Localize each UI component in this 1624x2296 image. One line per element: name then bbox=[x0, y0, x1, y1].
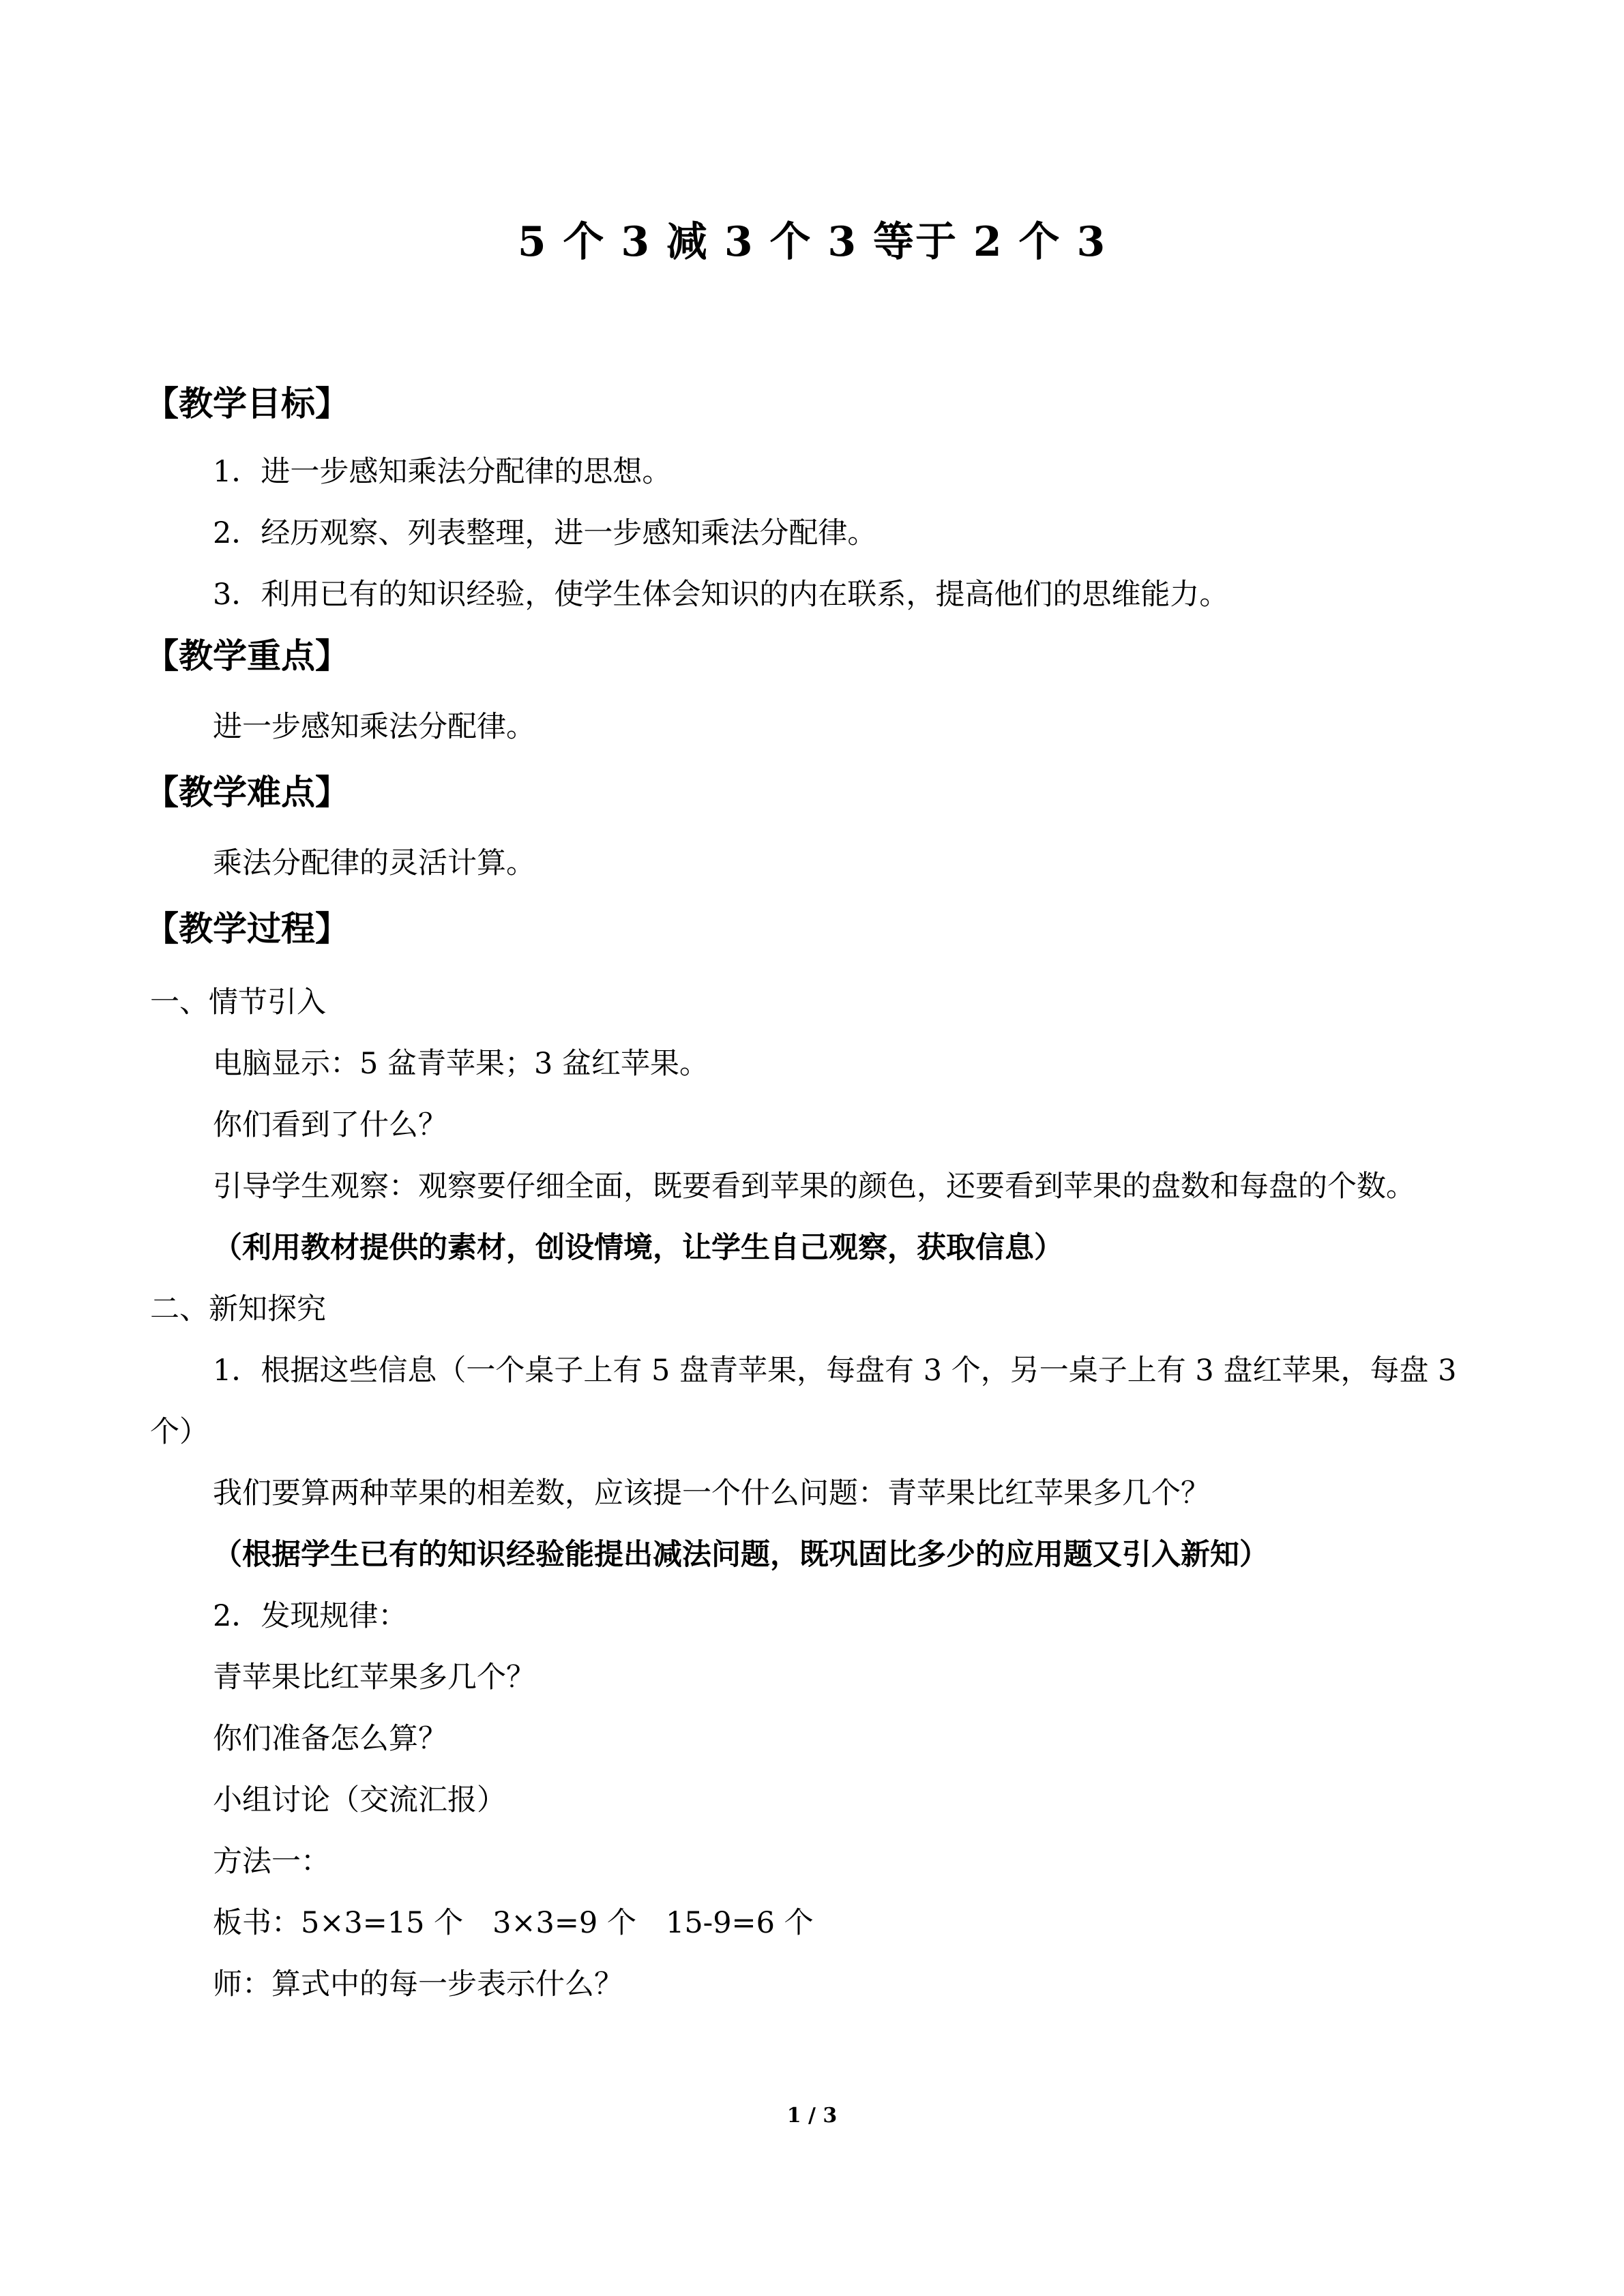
process-line: 师：算式中的每一步表示什么？ bbox=[213, 1967, 623, 2001]
page-number: 1 / 3 bbox=[786, 2104, 838, 2128]
process-line: 你们看到了什么？ bbox=[213, 1108, 447, 1142]
process-line: 2．发现规律： bbox=[213, 1599, 408, 1633]
process-line: 小组讨论（交流汇报） bbox=[213, 1783, 506, 1817]
difficulties-text: 乘法分配律的灵活计算。 bbox=[213, 846, 535, 880]
document-title: 5 个 3 减 3 个 3 等于 2 个 3 bbox=[517, 218, 1107, 266]
process-guide: 引导学生观察：观察要仔细全面，既要看到苹果的颜色，还要看到苹果的盘数和每盘的个数。 bbox=[213, 1169, 1415, 1204]
process-part-label: 二、新知探究 bbox=[150, 1292, 326, 1326]
process-line: 电脑显示：5 盆青苹果；3 盆红苹果。 bbox=[213, 1047, 709, 1081]
process-step: 1．根据这些信息（一个桌子上有 5 盘青苹果，每盘有 3 个，另一桌子上有 3 盘红苹果，每盘 3 个） bbox=[150, 1354, 1457, 1449]
process-part-label: 一、情节引入 bbox=[150, 985, 326, 1019]
section-heading-key-points: 【教学重点】 bbox=[145, 636, 349, 676]
board-writing-line: 板书：5×3=15 个 3×3=9 个 15-9=6 个 bbox=[213, 1906, 814, 1940]
process-question: 我们要算两种苹果的相差数，应该提一个什么问题：青苹果比红苹果多几个？ bbox=[213, 1476, 1210, 1510]
process-note: （根据学生已有的知识经验能提出减法问题，既巩固比多少的应用题又引入新知） bbox=[213, 1538, 1269, 1572]
objective-item: 3．利用已有的知识经验，使学生体会知识的内在联系，提高他们的思维能力。 bbox=[213, 578, 1229, 612]
objective-item: 2．经历观察、列表整理，进一步感知乘法分配律。 bbox=[213, 516, 877, 550]
document-body bbox=[145, 382, 1473, 2003]
section-heading-objectives: 【教学目标】 bbox=[145, 383, 349, 423]
process-line: 青苹果比红苹果多几个？ bbox=[213, 1660, 535, 1695]
process-line: 方法一： bbox=[213, 1845, 330, 1879]
key-points-text: 进一步感知乘法分配律。 bbox=[213, 710, 535, 744]
section-heading-difficulties: 【教学难点】 bbox=[145, 772, 349, 812]
objective-item: 1．进一步感知乘法分配律的思想。 bbox=[213, 455, 672, 489]
process-note: （利用教材提供的素材，创设情境，让学生自己观察，获取信息） bbox=[213, 1231, 1063, 1265]
process-line: 你们准备怎么算？ bbox=[213, 1722, 447, 1756]
section-heading-process: 【教学过程】 bbox=[145, 908, 349, 949]
